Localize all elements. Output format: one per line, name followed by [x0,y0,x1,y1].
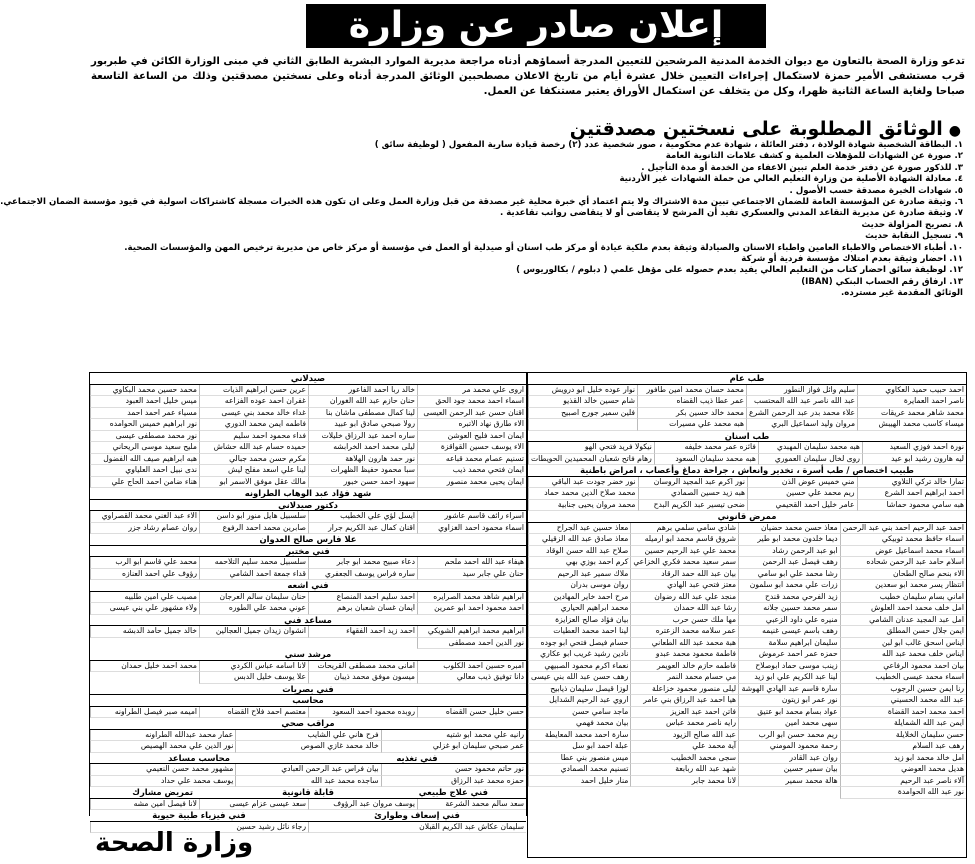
candidate-name: عمار محمد عبدالله الطراونه [90,730,235,742]
candidate-name: دانا توفيق ذيب معالي [417,672,526,684]
candidate-name: سمر سعيد محمد فكري الخزاعي [630,557,738,569]
candidate-name: كرم احمد بوزي بهي [528,557,630,569]
candidate-name: قداء جمعة احمد الشامي [199,569,308,581]
specialist-grid [528,477,966,512]
intro-paragraph: تدعو وزارة الصحة بالتعاون مع ديوان الخدمة المدنية المرشحين للتعيين المدرجة أسماؤهم أدناه مراجعة مديرية الموارد البشرية الطابق الثاني في مبنى الوزارة الكائن في طبربور قرب مستشفى الأمير حمزة لاستكمال إجراءات التعيين خلال عشرة أيام من تاريخ الاعلان مصطحبين الوثائق المدرجة أدناه وعلى نسختين مصدقتين وذلك من الساعة التاسعة صباحا ولغاية الساعة الثانية ظهرا، وكل من يتخلف عن استكمال الأوراق يعتبر مستنكفا عن العمل. [91,56,965,97]
candidate-name [528,419,637,431]
candidate-name: عبلة احمد ابو سل [528,741,630,753]
candidate-name: محمد احمد خليل حمدان [90,661,199,673]
candidate-name: شادي سامي سلمي برهم [630,523,738,535]
candidate-name: سلسبيل هايل منور ابو داسن [199,511,308,523]
candidate-name: مالك عقل موفق الاسمر ابو [199,477,308,489]
candidate-name: مليح سعيد موسى الريحاني [90,442,199,454]
candidate-name: نادين رشيد غريب ابو عكاري [528,649,630,661]
candidate-name: يوسف مروان عبد الرؤوف [308,799,417,811]
candidate-name: تمارا خالد تركي التلاوي [857,477,967,489]
candidate-name: فرح هاني علي الشايب [235,730,380,742]
candidate-name: نور عمر ابو زيتون [738,695,840,707]
doctor-pharmacist-grid [90,511,526,534]
documents-list [0,140,963,300]
candidate-name: حسن سليمان الخلايلة [840,730,966,742]
pharmacist-extra: شهد فؤاد عبد الوهاب الطراونه [90,488,526,500]
candidate-name: مصيب علي امين طلبيه [90,592,199,604]
candidate-name: بيان احمد محمود الرفاعي [840,661,966,673]
candidate-name: شروق قاسم محمد ابو ارميله [630,534,738,546]
candidate-name: علاء محمد بدر عبد الرحمن الشرع [746,408,857,420]
assistant-grid [90,626,526,649]
candidate-name: معتز فتحي عبد الهادي [630,580,738,592]
candidate-name: نور عبد الله الحوامدة [840,787,966,799]
candidate-name: رولا صبحي صادق ابو عبيد [308,419,417,431]
midwife-grid [90,661,526,684]
document-item: ١١. احضار وثيقة بعدم امتلاك مؤسسة فردية أو شركة [741,254,963,265]
candidate-name: الاء عبد الغني محمد القصراوي [90,511,199,523]
names-box-left [89,372,527,831]
candidate-name: اسراء رائف قاسم عاشور [417,511,526,523]
document-item: ١٣. ارفاق رقم الحساب البنكي (IBAN) [801,276,963,287]
section-specialist: طبيب اختصاص / طب أسرة ، تخدير وانعاش ، جراحة دماغ وأعصاب ، امراض باطنية [528,465,966,477]
sub-sections-row [90,753,526,765]
section-associate-nurse: تمريض مشارك [90,787,235,799]
candidate-name: روى لخال سليمان العموري [758,454,862,466]
candidate-name: ابراهيم محمد ابراهيم الشويكي [417,626,526,638]
candidate-name: عمر عطا ذيب القضاه [637,396,746,408]
candidate-name: ابراهيم شاهد محمد الصرايره [417,592,526,604]
candidate-name: محمد ابراهيم الحياري [528,603,630,615]
candidate-name: هبه محمد سليمان المهبدي [758,442,862,454]
candidate-name: بيان فؤاد صالح العزايزة [528,615,630,627]
candidate-name: محمد صلاح الدين محمد حماد [528,488,638,500]
document-item: ٥. شهادات الخبرة مصدقة حسب الأصول . [789,185,963,196]
candidate-name: ايمان فتحي محمد ذيب [417,465,526,477]
candidate-name: احمد حبيب حميد العكاوي [857,385,966,397]
document-item: ٦. وثيقة صادرة عن المؤسسة العامة للضمان الاجتماعي تبين مدة الاشتراك ولا يتم اعتماد أي خبرة محلية غير مصدقة من قبل وزارة العمل وعلى ان تكون هذه الخبرات مسجلة كاشتراكات اسولية في قيود مؤسسة الضمان الاجتماعي. [0,197,963,208]
candidate-name: بيان فراس عبد الرحمن العبادي [235,764,380,776]
candidate-name: مني خميس عوض الذن [747,477,857,489]
candidate-name: هبه ابراهيم صيف الله الفضول [90,454,199,466]
section-optics: فني بصريات [90,684,526,696]
candidate-name: نور حاتم محمود حسن [381,764,526,776]
candidate-name: رجاء نائل رشيد حسين [90,822,308,834]
candidate-name: زينب موسى حماد ابوصلاح [738,661,840,673]
candidate-name: آية محمد علي [630,741,738,753]
candidate-name: ساره فراس يوسف الجعفري [308,569,417,581]
candidate-name: ساره احمد عبد الرزاق خليلات [308,431,417,443]
candidate-name: احمد عبد الرحيم احمد بني عبد الرحمن [840,523,966,535]
candidate-name: غفران احمد عوده الفزاعه [199,396,308,408]
candidate-name: اماني بسام سليمان خطيب [840,592,966,604]
candidate-name: مها ملك حسن حرب [630,615,738,627]
candidate-name: سليمان ابراهيم سلامة [738,638,840,650]
candidate-name: محمد علي قاسم ابو الرب [90,557,199,569]
candidate-name: سعد عيسى عزام عيسى [199,799,308,811]
section-midwife-legal: قابلة قانونية [235,787,380,799]
section-health-inspector: مراقب صحي [90,718,526,730]
candidate-name: سمر محمد حسين جلانه [738,603,840,615]
candidate-name: شهد عبد الله ربابعة [630,764,738,776]
candidate-name: الاء طارق نهاد الاتبره [417,419,526,431]
candidate-name: حسام فيصل فتحي ابو جوده [528,638,630,650]
section-assistant: مساعد فني [90,615,526,627]
document-item: ٩. تسجيل النقابة حديث [865,231,963,242]
candidate-name: محمد حسين محمد البكاوي [90,385,199,397]
candidate-name: سلسبيل محمد سليم التلاحمه [199,557,308,569]
candidate-name: ايناس خلف محمد عبد الله [840,649,966,661]
candidate-name: محمد علي عبد الرحيم حسين [630,546,738,558]
candidate-name: مروان وليد اسماعيل البري [746,419,857,431]
candidate-name: عبد الله ناصر عبد الله المحتسب [746,396,857,408]
candidate-name: هبة محمد عبد الله الطعاني [630,638,738,650]
candidate-name: حسن خليل حسن القضاه [417,707,526,719]
candidate-name: ميساء كاسب محمد الهيبش [857,419,966,431]
candidate-name: رشا عبد الله حمدان [630,603,738,615]
candidate-name: ميس منصور بني عطا [528,753,630,765]
candidate-name: روبده محمود احمد السعود [308,707,417,719]
candidate-name: مرح احمد خاير المهادين [528,592,630,604]
candidate-name: لوزا قيصل سليمان ذيابيح [528,684,630,696]
section-nutrition: فني تغذيه [308,753,526,765]
candidate-name: الاء يوسف حسين القواقزة [417,442,526,454]
candidate-name: رحمة محمود المومني [738,741,840,753]
candidate-name: يوسف محمد علي حداد [90,776,235,788]
candidate-name: روان عصام رشاد جزر [90,523,199,535]
candidate-name: دعاء صبيح محمد ابو جابر [308,557,417,569]
candidate-name: ماجد سامي حسن [528,707,630,719]
candidate-name: صلاح عبد الله حسن الوقاد [528,546,630,558]
accountant-grid [90,707,526,719]
candidate-name: حميده حسام عبد الله حشاش [199,442,308,454]
nutrition-grid [90,764,526,787]
radiology-grid [90,592,526,615]
candidate-name: عواد بسام محمد ابو عتيق [738,707,840,719]
candidate-name: روان عبد القادر [738,753,840,765]
nurse-grid [528,523,966,799]
candidate-name: نوار عوده خليل ابو درويش [528,385,637,397]
candidate-name: اميمه صبر فيصل الطراونه [90,707,199,719]
sub-sections-row-2 [90,787,526,799]
candidate-name: ريم محمد علي حسين [747,488,857,500]
candidate-name: امانى محمد مصطفى القريحات [308,661,417,673]
candidate-name: منجد علي عبد الله رضوان [630,592,738,604]
candidate-name: نورة احمد فوزي السعيد [862,442,966,454]
candidate-name: روان موسى بدران [528,580,630,592]
candidate-name: رهف حسن عبد الله بني عيسى [528,672,630,684]
candidate-name: سليمان عكاش عبد الكريم القبلان [308,822,526,834]
candidate-name: آلاء ناصر عبد الرحيم [840,776,966,788]
candidate-name: اسلام حامد عبد الرحمن شحاده [840,557,966,569]
candidate-name: سجى محمد الخطيب [630,753,738,765]
candidate-name: منار خليل احمد [528,776,630,788]
candidate-name: اقنان حسن عبد الرحمن العيسى [417,408,526,420]
section-radiology: فني اشعه [90,580,526,592]
candidate-name: خالد ربا احمد الفاعور [308,385,417,397]
candidate-name: امل خلف محمد احمد العلوش [840,603,966,615]
candidate-name: عرين حسن ابراهيم الذيات [199,385,308,397]
lab-extra: علا فارس صالح العدوان [90,534,526,546]
candidate-name: رشا محمد علي ابو سامي [738,569,840,581]
candidate-name: انشوان زيدان جميل العجالين [199,626,308,638]
dentistry-grid [528,442,966,465]
candidate-name: حنان حازم عبد الله الغوران [308,396,417,408]
candidate-name: ايمان يحيى محمد منصور [417,477,526,489]
candidate-name: نور حمد هارون الهلاهة [308,454,417,466]
candidate-name: عوني محمد علي الطوره [199,603,308,615]
candidate-name: سارة قاسم عبد الهادي الهوشة [738,684,840,696]
candidate-name: ايمان احمد فليح العوشن [417,431,526,443]
announcement-banner: إعلان صادر عن وزارة الصحة [306,4,766,48]
candidate-name: لينا كمال مصطفى ماشان بنا [308,408,417,420]
candidate-name: سارة احمد محمد المعايطة [528,730,630,742]
candidate-name: شام حسين خالد القذيو [528,396,637,408]
candidate-name: زرات علي محمد ابو سلمون [738,580,840,592]
names-box-right [527,372,967,858]
candidate-name: اسماء حافظ محمد ثوبيكي [840,534,966,546]
candidate-name: احمد محمود احمد ابو عمرين [417,603,526,615]
document-item: ١٢. لوظيفة سائق احضار كتاب من التعليم العالي يفيد بعدم حصوله على مؤهل علمي ( دبلوم / بكالوريوس ) [516,265,963,276]
candidate-name: محمد شاهر محمد عريقات [857,408,966,420]
candidate-name: ليه هارون رشيد ابو عيد [862,454,966,466]
candidate-name: اسماء محمد اسماعيل عوض [840,546,966,558]
candidate-name: حمزه محمد عبد الرزاق [381,776,526,788]
candidate-name: رهف باسم عيسى غنيمه [738,626,840,638]
candidate-name: اسماء محمود احمد الغزاوي [417,523,526,535]
candidate-name: مشهور محمد حسن النعيمي [90,764,235,776]
candidate-name: منيره علي داود الزعبي [738,615,840,627]
section-nurse: ممرض قانوني [528,511,966,523]
candidate-name: حنان سليمان سالم العرجان [199,592,308,604]
candidate-name: ريم محمد حسن ابو الرب [738,730,840,742]
candidate-name: هالة محمد سمير [738,776,840,788]
candidate-name: اقنان كمال عبد الكريم جرار [308,523,417,535]
section-biophysics: فني فيزياء طبية حيوية [90,810,308,822]
candidate-name: ملاك سمير عبد الرحيم [528,569,630,581]
candidate-name: هيا احمد عبد الرزاق بني عامر [630,695,738,707]
candidate-name: احمد سليم احمد المنصاع [308,592,417,604]
candidate-name: ايمن جلال حسن المطلق [840,626,966,638]
document-item: الوثائق المقدمة غير مسترده. [841,288,963,299]
general-practice-grid [528,385,966,431]
candidate-name: هيفاء عبد الله احمد ملحم [417,557,526,569]
document-item: ٣. للذكور صورة عن دفتر خدمة العلم تبين الاعفاء من الخدمة أو مدة التأجيل . [641,162,963,173]
candidate-name: فائزه عمر محمد خليفه [654,442,758,454]
candidate-name: هبه سامي محمود حماشا [857,500,967,512]
candidate-name: مكرم حسن محمد جبالي [199,454,308,466]
candidate-name: محمد خالد حسين بكر [637,408,746,420]
candidate-name: سبا محمود حفيظ الظهرات [308,465,417,477]
candidate-name: بيان سمير حسين [738,764,840,776]
candidate-name: هبه زيد حسين الصمادي [638,488,748,500]
candidate-name: رانيه علي محمد ابو شتيه [381,730,526,742]
candidate-name: انتظار يسر محمد ابو سعدين [840,580,966,592]
candidate-name: هبه محمد سليمان السعود [654,454,758,466]
candidate-name: فاطمة محمود محمد عبدو [630,649,738,661]
lab-grid [90,557,526,580]
ministry-logo-text: وزارة الصحة [95,828,254,858]
candidate-name: نور ابراهيم خميس الحوامده [90,419,199,431]
candidate-name: امل عبد المجيد عدنان الشامي [840,615,966,627]
candidate-name: رهام فاتح شعبان المحميدين الحويطات [528,454,654,466]
section-doctor-pharmacist: دكتور صيدلاني [90,500,526,512]
candidate-name: لينا عبد الكريم علي ابو زيد [738,672,840,684]
candidate-name: ولاء مشهور علي بني عيسى [90,603,199,615]
candidate-name: الاء بنحم صالح الطحان [840,569,966,581]
candidate-name: خالد محمد غازي الصوص [235,741,380,753]
candidate-name: حنان علي جابر سيد [417,569,526,581]
candidate-name: علا يوسف خليل الدبس [199,672,308,684]
candidate-name: حمزه عمر احمد عرموش [738,649,840,661]
candidate-name: نور خضر جودت عبد الباقي [528,477,638,489]
candidate-name: مسياء عمر احمد احمد [90,408,199,420]
candidate-name: رنا ايمن حسين الرجوب [840,684,966,696]
candidate-name: هبه محمد علي مسيرات [637,419,746,431]
candidate-name: نور الدين احمد مصطفى [417,638,526,650]
candidate-name: تسنيم محمد الصمادي [528,764,630,776]
section-general-practice: طب عام [528,373,966,385]
candidate-name: نيكولا فريد فتحي الهو [528,442,654,454]
section-accountant: محاسب [90,695,526,707]
candidate-name: اسماء محمد عيسى الخطيب [840,672,966,684]
section-pharmacist: صيدلاني [90,373,526,385]
candidate-name: عمر سلامه محمد الزعتره [630,626,738,638]
candidate-name: ميس خليل احمد العبود [90,396,199,408]
section-physiotherapy: فني علاج طبيعي [381,787,526,799]
candidate-name: عامر خليل احمد القحيمي [747,500,857,512]
candidate-name: فاطمه حازم خالد العويمر [630,661,738,673]
candidate-name: رؤوف علي احمد العنازه [90,569,199,581]
candidate-name: ميسون موفق محمد ذيبان [308,672,417,684]
candidate-name: ساجده محمد عبد الله [235,776,380,788]
candidate-name: فاطمه ايمن محمد الدوري [199,419,308,431]
candidate-name: عبد الله محمد الحسيني [840,695,966,707]
candidate-name: ايسل لؤي علي الخطيب [308,511,417,523]
document-item: ٧. وثيقة صادرة عن مديرية التقاعد المدني والعسكري تفيد أن المرشح لا يتقاضى أو لا يتقاضى رواتب تقاعدية . [500,208,963,219]
document-item: ٢. صورة عن الشهادات للمؤهلات العلمية و كشف علامات الثانوية العامة [665,151,963,162]
candidate-name: سهى محمد امين [738,718,840,730]
section-lab: فني مختبر [90,546,526,558]
candidate-name: فلين سمير جورج اصبيح [528,408,637,420]
candidate-name: ديما خلدون محمد ابو طير [738,534,840,546]
candidate-name: ليلى محمد احمد الخرابشه [308,442,417,454]
candidate-name: معتصم احمد فلاح القضاه [199,707,308,719]
candidate-name: امبره حسين احمد الكلوب [417,661,526,673]
documents-title: الوثائق المطلوبة على نسختين مصدقتين [569,118,943,140]
candidate-name: احمد ابراهيم احمد الشرع [857,488,967,500]
candidate-name: اسماء احمد محمد جود الحق [417,396,526,408]
bullet-icon: ● [948,123,961,139]
candidate-name: سعد سالم محمد الشرعة [417,799,526,811]
candidate-name: لينا احمد محمد العطيات [528,626,630,638]
candidate-name: ضحى تيسير عبد الكريم البدح [638,500,748,512]
candidate-name: احمد زيد احمد الفقهاء [308,626,417,638]
candidate-name: رهف فيصل عبد الرحمن [738,557,840,569]
candidate-name: بيان عبد الله حمد الرقاد [630,569,738,581]
candidate-name: ابو عبد الرحمن رشاد [738,546,840,558]
candidate-name: لينا علي اسعد مفلح ليش [199,465,308,477]
section-midwife: مرشد سني [90,649,526,661]
candidate-name: سهود احمد حسن خبور [308,477,417,489]
candidate-name: سليم وائل فواز النطور [746,385,857,397]
candidate-name: نعماء اكرم محمود الصبيهي [528,661,630,673]
candidate-name: معاذ حسين عبد الجراح [528,523,630,535]
sub-sections-row-3 [90,810,526,822]
candidate-name: فداء محمود احمد سليم [199,431,308,443]
candidate-name: غداء خالد محمد بني عيسى [199,408,308,420]
candidate-name: لانا اسامه عباس الكردي [199,661,308,673]
candidate-name: خالد جميل حامد الدبشه [90,626,199,638]
document-item: ٨. تصريح المزاولة حديث [861,219,963,230]
candidate-name: هناء ضامن احمد الحاج علي [90,477,199,489]
candidate-name: ايناس اسحق غالب ابو لبن [840,638,966,650]
candidate-name: محمد حسان محمد امين طافور [637,385,746,397]
candidate-name: نور اكرم عبد المجيد الروسان [638,477,748,489]
candidate-name: ندى نبيل احمد العلياوي [90,465,199,477]
candidate-name: معاذ صادق عبد الله الزقيلي [528,534,630,546]
candidate-name: زيد الفرحي محمد قندح [738,592,840,604]
candidate-name: لانا محمد جابر [630,776,738,788]
candidate-name: نور محمد مصطفى عيسى [90,431,199,443]
candidate-name: اروي عبد الرحيم الشدايل [528,695,630,707]
candidate-name: مي حسام محمد النمر [630,672,738,684]
document-item: ٤. معادلة الشهادة الأصلية من وزارة التعليم العالي من حملة الشهادات غير الأردنية [619,174,963,185]
section-assistant-accountant: محاسب مساعد [90,753,308,765]
candidate-name: اروى علي محمد مر [417,385,526,397]
candidate-name: محمد مروان يحيى جنابية [528,500,638,512]
candidate-name: امل خالد محمد ابو زيد [840,753,966,765]
candidate-name: معاذ حسن محمد حضيان [738,523,840,535]
candidate-name: تسنيم عصام محمد قباعه [417,454,526,466]
candidate-name: احمد محمد احمد القضاة [840,707,966,719]
physiotherapy-grid [90,799,526,811]
candidate-name: فاتن احمد عبد العزيز [630,707,738,719]
section-dentistry: طب اسنان [528,431,966,443]
candidate-name: نور الدين علي محمد الهصيص [90,741,235,753]
candidate-name: ايمن عبد الله الشمايلة [840,718,966,730]
candidate-name: عمر صبحي سليمان ابو غزلي [381,741,526,753]
document-item: ١٠. أطباء الاختصاص والاطباء العامين واطباء الاسنان والصيادلة وثيقة بعدم ملكية عيادة أو مركز طب اسنان أو صيدلية أو العمل في مؤسسة أو مركز خاص من مديرية ترخيص المهن والمؤسسات الصحية. [124,242,963,253]
candidate-name: عبد الله صالح الزيود [630,730,738,742]
candidate-name: ليلى منصور محمود خزاعلة [630,684,738,696]
candidate-name: هديل محمد العوضي [840,764,966,776]
document-item: ١. البطاقة الشخصية شهادة الولادة ، دفتر العائلة ، شهادة عدم محكومية ، صور شخصية عدد (٢) رخصة قيادة سارية المفعول ( لوظيفة سائق ) [374,140,963,150]
health-inspector-grid [90,730,526,753]
section-emergency: فني إسعاف وطوارئ [308,810,526,822]
candidate-name: بيان محمد فهمي [528,718,630,730]
pharmacist-grid [90,385,526,489]
candidate-name: رايه ناصر محمد عباس [630,718,738,730]
candidate-name: لانا فيصل امين مشه [90,799,199,811]
candidate-name: صابرين محمد احمد الرفوع [199,523,308,535]
candidate-name: رهف عبد السلام [840,741,966,753]
candidate-name: ايمان غسان شعبان برهم [308,603,417,615]
candidate-name: ناصر احمد العمايرة [857,396,966,408]
documents-heading [570,118,961,142]
